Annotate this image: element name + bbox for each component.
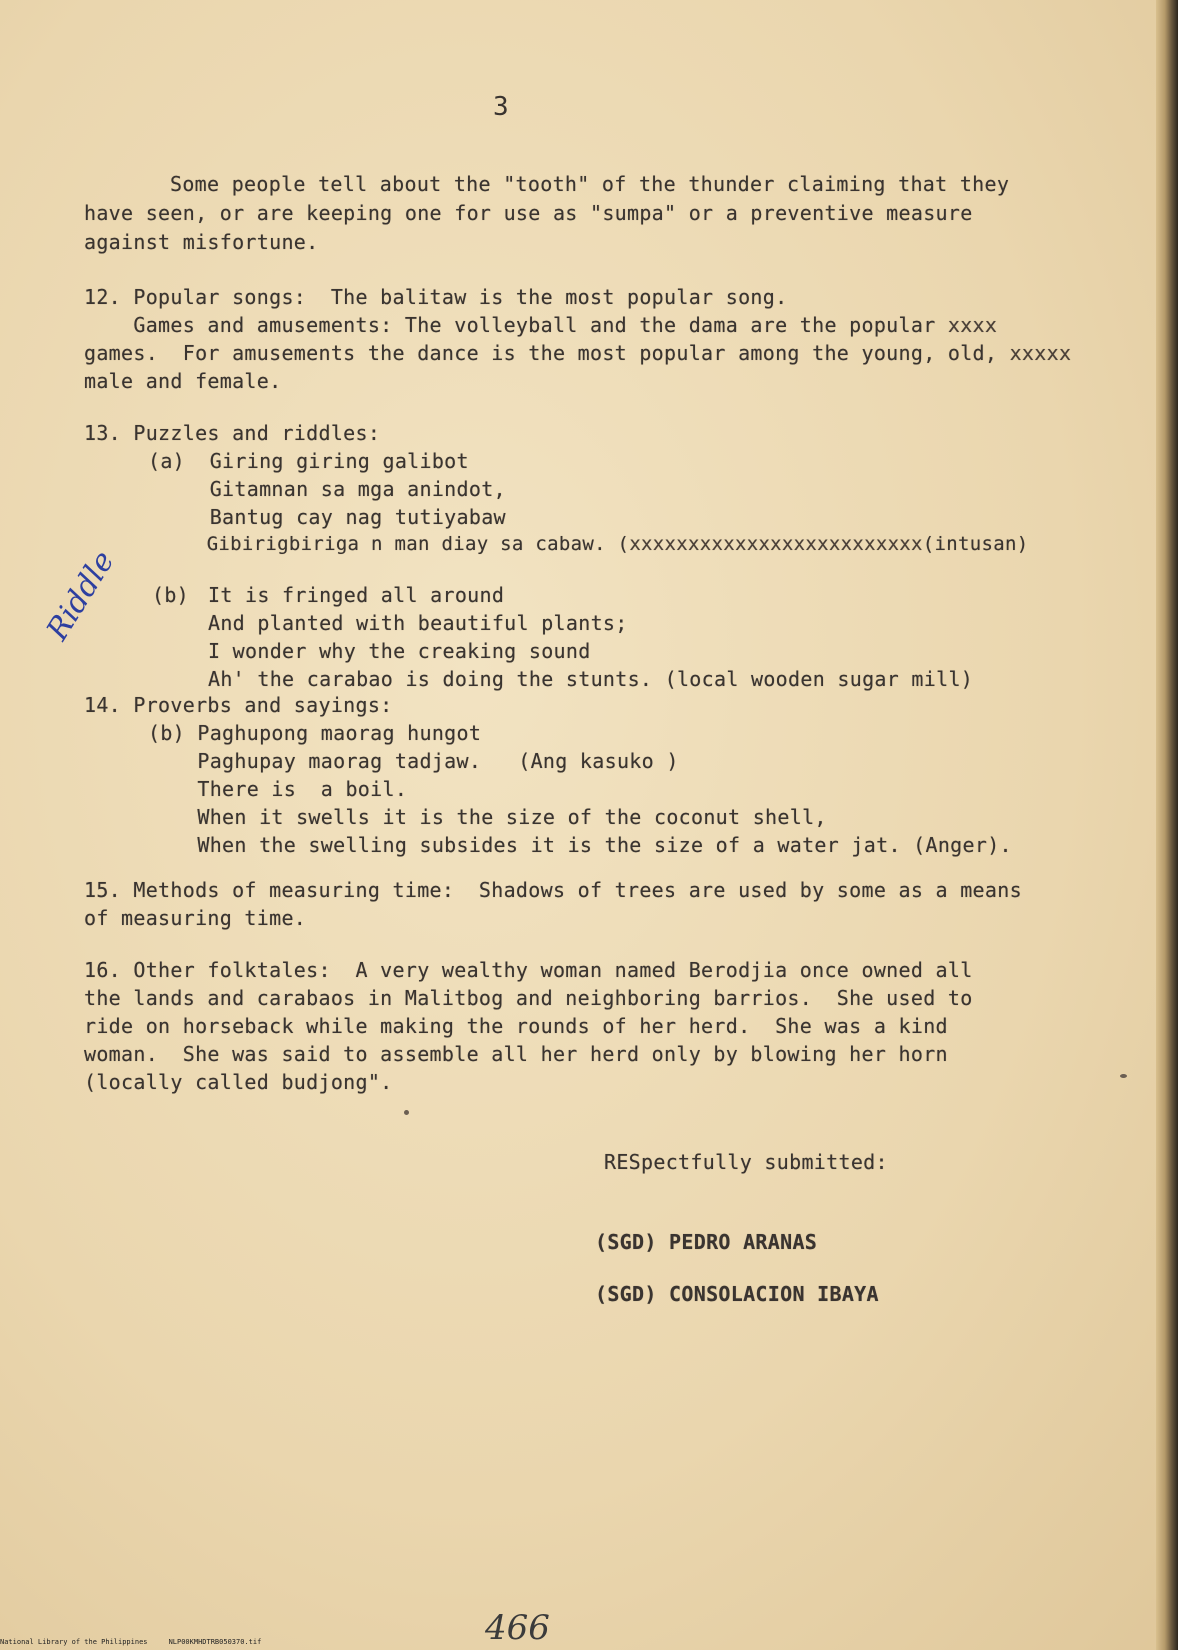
riddle-a-line-4 — [148, 532, 1028, 556]
proverb-line-3: There is a boil. — [148, 777, 408, 801]
proverb-line-1: (b) Paghupong maorag hungot — [148, 721, 482, 745]
signatory-2: (SGD) CONSOLACION IBAYA — [595, 1282, 879, 1306]
riddle-a-line-3: Bantug cay nag tutiyabaw — [148, 505, 506, 529]
popular-songs-line: 12. Popular songs: The balitaw is the most popular song. — [84, 285, 788, 309]
games-line-1 — [84, 313, 997, 337]
riddle-a-answer: (intusan) — [922, 533, 1029, 555]
riddle-b-line-1: It is fringed all around — [208, 583, 505, 607]
games-line-2 — [84, 341, 1071, 365]
proverb-line-5: When the swelling subsides it is the size of a water jat. (Anger). — [148, 833, 1012, 857]
page-edge — [1156, 0, 1178, 1650]
methods-line-1: 15. Methods of measuring time: Shadows of trees are used by some as a means — [84, 878, 1022, 902]
ink-speck — [404, 1110, 409, 1115]
margin-note-handwritten: Riddle — [40, 544, 122, 647]
strikeout-2: xxxxx — [1009, 341, 1072, 365]
riddle-a-line-1: (a) Giring giring galibot — [148, 449, 469, 473]
games-text-2: games. For amusements the dance is the most popular among the young, old, — [84, 341, 998, 365]
archive-footer: National Library of the Philippines NLP00KMHDTRB050370.tif — [0, 1638, 262, 1646]
folktale-line-1: 16. Other folktales: A very wealthy woman named Berodjia once owned all — [84, 958, 973, 982]
proverbs-heading: 14. Proverbs and sayings: — [84, 693, 393, 717]
riddle-a-strikeout: xxxxxxxxxxxxxxxxxxxxxxxxx — [629, 533, 923, 555]
signatory-1: (SGD) PEDRO ARANAS — [595, 1230, 818, 1254]
riddle-b-line-3: I wonder why the creaking sound — [208, 639, 591, 663]
folktale-line-4: woman. She was said to assemble all her herd only by blowing her horn — [84, 1042, 948, 1066]
games-text-1: Games and amusements: The volleyball and the dama are the popular — [84, 313, 936, 337]
folktale-line-3: ride on horseback while making the rounds of her herd. She was a kind — [84, 1014, 948, 1038]
proverb-line-2: Paghupay maorag tadjaw. (Ang kasuko ) — [148, 749, 679, 773]
games-line-3: male and female. — [84, 369, 282, 393]
riddle-b-label: (b) — [152, 583, 190, 607]
intro-line-1: Some people tell about the "tooth" of the thunder claiming that they — [170, 172, 1010, 196]
handwritten-page-number: 466 — [485, 1608, 550, 1648]
folktale-line-2: the lands and carabaos in Malitbog and neighboring barrios. She used to — [84, 986, 973, 1010]
riddle-b-line-4: Ah' the carabao is doing the stunts. (local wooden sugar mill) — [208, 667, 974, 691]
page-number: 3 — [493, 92, 509, 122]
strikeout-1: xxxx — [947, 313, 998, 337]
folktale-line-5: (locally called budjong". — [84, 1070, 393, 1094]
riddle-b-line-2: And planted with beautiful plants; — [208, 611, 628, 635]
riddle-a-last-text: Gibirigbiriga n man diay sa cabaw. ( — [148, 533, 630, 555]
puzzles-heading: 13. Puzzles and riddles: — [84, 421, 381, 445]
intro-line-3: against misfortune. — [84, 230, 319, 254]
ink-speck — [1120, 1074, 1127, 1078]
methods-line-2: of measuring time. — [84, 906, 307, 930]
proverb-line-4: When it swells it is the size of the coconut shell, — [148, 805, 827, 829]
respectfully-submitted: RESpectfully submitted: — [604, 1150, 888, 1174]
riddle-a-line-2: Gitamnan sa mga anindot, — [148, 477, 506, 501]
intro-line-2: have seen, or are keeping one for use as "sumpa" or a preventive measure — [84, 201, 973, 225]
